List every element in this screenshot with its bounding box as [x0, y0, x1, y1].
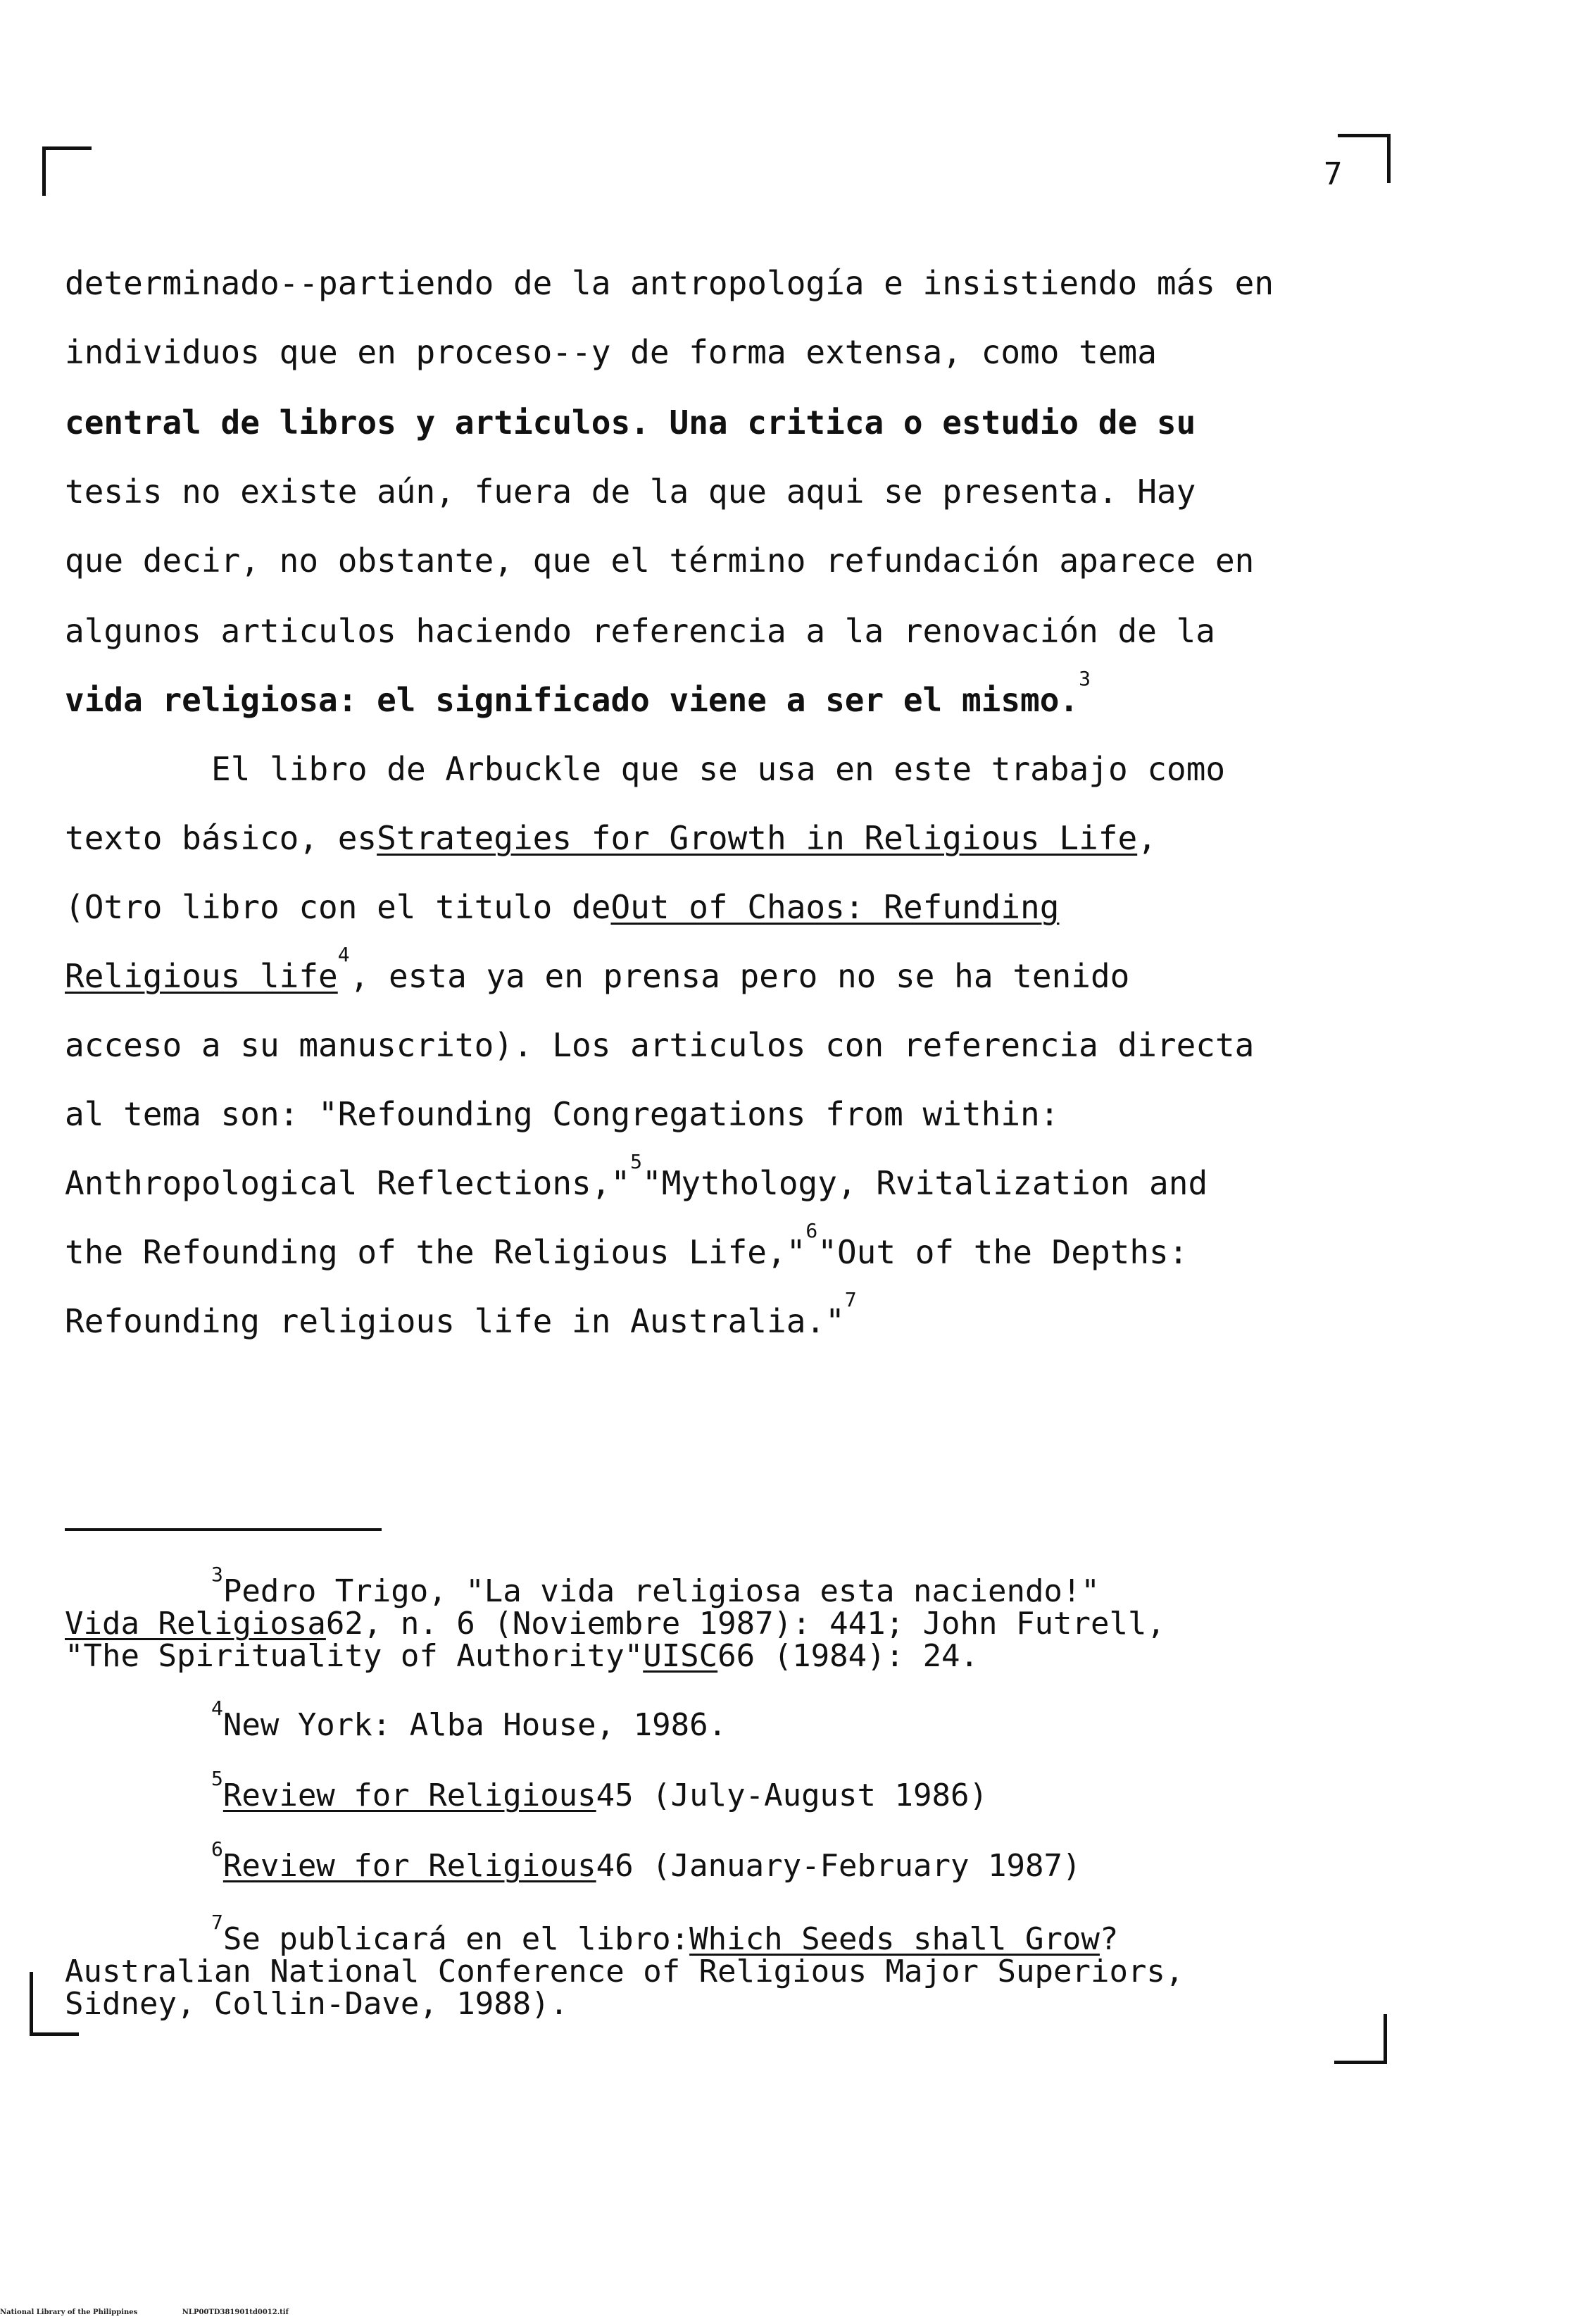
- footnote-ref-5: 5: [630, 1150, 642, 1173]
- page-number: 7: [1324, 156, 1343, 192]
- text: (Otro libro con el titulo de: [65, 888, 611, 926]
- footnote-6: [211, 1837, 1376, 1884]
- journal-title: Review for Religious: [222, 1778, 596, 1813]
- text: "Out of the Depths:: [817, 1233, 1188, 1271]
- text: acceso a su manuscrito). Los articulos con referencia directa: [65, 1026, 1255, 1064]
- book-title-out-of-chaos: Religious life: [65, 957, 338, 995]
- body-line: [65, 610, 1376, 652]
- footnote-3-line: [65, 1639, 1376, 1673]
- footnote-3: [211, 1563, 1376, 1609]
- body-line: [65, 331, 1376, 373]
- footnote-text: Pedro Trigo, "La vida religiosa esta naciendo!": [222, 1573, 1100, 1609]
- text: texto básico, es: [65, 819, 377, 857]
- footnote-text: Australian National Conference of Religious Major Superiors,: [65, 1954, 1184, 1989]
- footnote-text: 45 (July-August 1986): [596, 1778, 988, 1813]
- crop-mark-bottom-right: [1384, 2014, 1387, 2063]
- journal-title: Vida Religiosa: [65, 1606, 326, 1642]
- library-name: National Library of the Philippines: [0, 2309, 138, 2316]
- footnote-5: [211, 1767, 1376, 1813]
- body-line: [65, 886, 1376, 928]
- crop-mark-top-left: [42, 146, 92, 150]
- text: El libro de Arbuckle que se usa en este trabajo como: [211, 750, 1226, 788]
- footnote-7: [211, 1911, 1376, 1957]
- body-line: [65, 1150, 1376, 1204]
- body-line: [65, 667, 1376, 721]
- body-line: [65, 401, 1376, 444]
- crop-mark-bottom-left: [30, 2032, 79, 2036]
- journal-title: UISC: [643, 1638, 718, 1674]
- body-line: [65, 1024, 1376, 1066]
- text: , esta ya en prensa pero no se ha tenido: [349, 957, 1130, 995]
- scan-caption: [0, 2309, 845, 2316]
- body-line: [65, 1288, 1376, 1342]
- body-line: [65, 1219, 1376, 1273]
- crop-mark-top-right: [1338, 134, 1391, 137]
- footnote-7-line: [65, 1987, 1376, 2021]
- crop-mark-bottom-right: [1334, 2061, 1387, 2064]
- footnote-mark: 5: [211, 1767, 223, 1790]
- footnote-ref-3: 3: [1079, 667, 1091, 690]
- journal-title: Review for Religious: [222, 1848, 596, 1884]
- book-title-out-of-chaos: Out of Chaos: Refunding: [610, 888, 1060, 926]
- footnote-text: 62, n. 6 (Noviembre 1987): 441; John Futrell,: [325, 1606, 1165, 1642]
- footnote-ref-7: 7: [844, 1288, 857, 1311]
- footnote-mark: 7: [211, 1911, 223, 1934]
- body-line: [65, 470, 1376, 513]
- text: the Refounding of the Religious Life,": [65, 1233, 806, 1271]
- text: central de libros y articulos. Una critica o estudio de su: [65, 404, 1196, 442]
- footnote-mark: 6: [211, 1837, 223, 1861]
- footnote-3-line: [65, 1607, 1376, 1641]
- text: determinado--partiendo de la antropología e insistiendo más en: [65, 264, 1274, 302]
- book-title: Which Seeds shall Grow: [689, 1921, 1100, 1957]
- body-line: [65, 539, 1376, 582]
- text: algunos articulos haciendo referencia a la renovación de la: [65, 612, 1215, 650]
- crop-mark-top-right: [1387, 134, 1391, 183]
- text: que decir, no obstante, que el término refundación aparece en: [65, 542, 1255, 580]
- body-line: [65, 262, 1376, 304]
- footnote-text: ?: [1099, 1921, 1119, 1957]
- footnote-separator: [65, 1528, 382, 1531]
- text: "Mythology, Rvitalization and: [642, 1164, 1208, 1202]
- footnote-text: 66 (1984): 24.: [717, 1638, 979, 1674]
- crop-mark-bottom-left: [30, 1972, 33, 2035]
- book-title-strategies: Strategies for Growth in Religious Life: [377, 819, 1138, 857]
- body-line: [211, 748, 1376, 790]
- footnote-text: 46 (January-February 1987): [596, 1848, 1081, 1884]
- footnote-text: "The Spirituality of Authority": [65, 1638, 644, 1674]
- body-line: [65, 943, 1376, 997]
- body-line: [65, 1093, 1376, 1135]
- footnote-7-line: [65, 1955, 1376, 1989]
- text: individuos que en proceso--y de forma extensa, como tema: [65, 333, 1157, 371]
- footnote-text: New York: Alba House, 1986.: [222, 1707, 727, 1743]
- text: Refounding religious life in Australia.": [65, 1302, 845, 1340]
- text: al tema son: "Refounding Congregations from within:: [65, 1095, 1060, 1133]
- text: Anthropological Reflections,": [65, 1164, 631, 1202]
- text: vida religiosa: el significado viene a ser el mismo.: [65, 681, 1079, 719]
- footnote-mark: 4: [211, 1697, 223, 1720]
- text: tesis no existe aún, fuera de la que aqui se presenta. Hay: [65, 473, 1196, 511]
- footnote-4: [211, 1697, 1376, 1743]
- footnote-text: Sidney, Collin-Dave, 1988).: [65, 1986, 569, 2022]
- crop-mark-top-left: [42, 146, 46, 196]
- footnote-text: Se publicará en el libro:: [222, 1921, 690, 1957]
- file-name: NLP00TD381901td0012.tif: [182, 2309, 289, 2316]
- footnote-ref-6: 6: [805, 1219, 818, 1242]
- footnote-ref-4: 4: [337, 943, 350, 966]
- footnote-mark: 3: [211, 1563, 223, 1586]
- body-line: texto básico, es Strategies for Growth in Religious Life ,: [65, 817, 1376, 859]
